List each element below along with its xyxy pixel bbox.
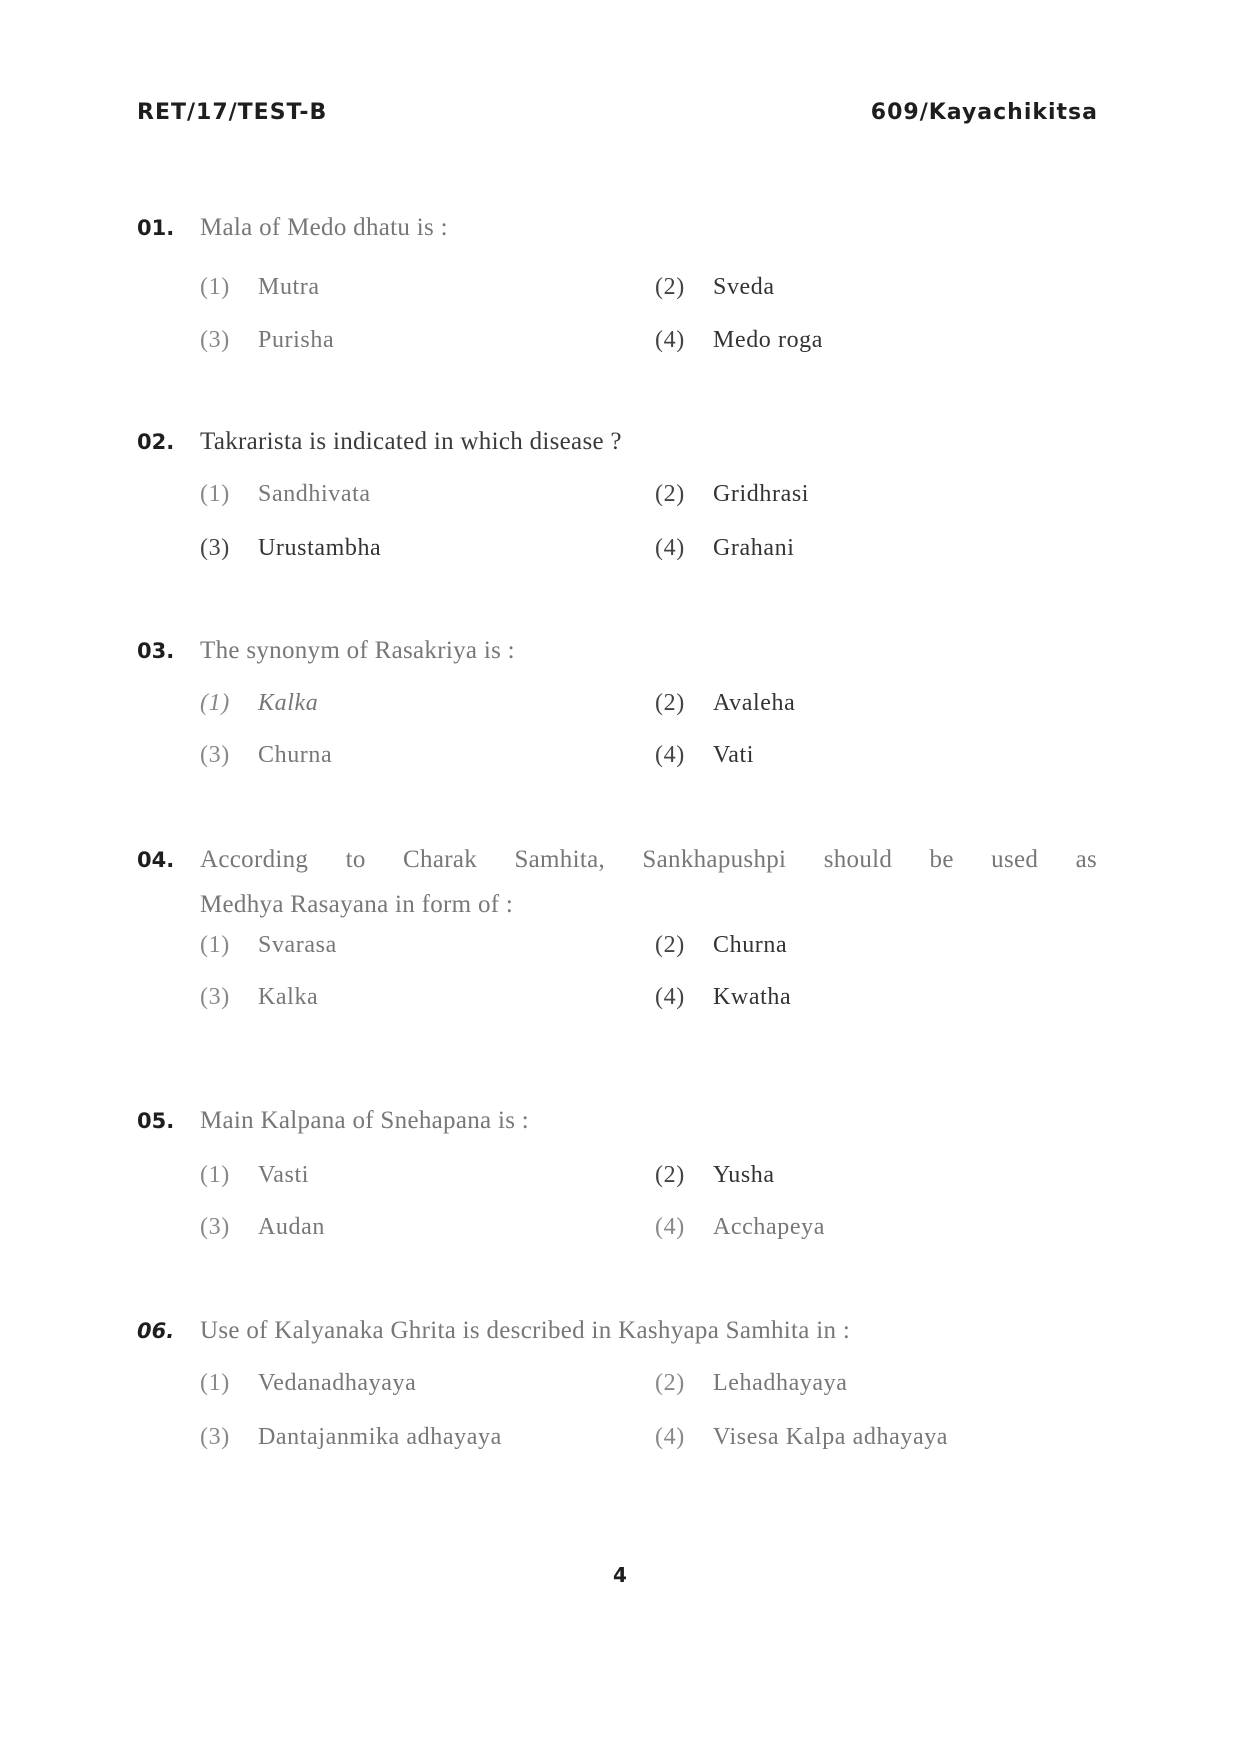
option-number: (1) [200, 274, 230, 300]
option-label: Churna [713, 932, 788, 958]
option-4 [655, 325, 823, 355]
option-2 [655, 930, 787, 960]
option-label: Purisha [258, 327, 335, 353]
option-1 [200, 930, 337, 960]
option-number: (3) [200, 1424, 230, 1450]
question-01 [137, 213, 1097, 363]
option-number: (2) [655, 932, 685, 958]
option-number: (2) [655, 690, 685, 716]
option-4 [655, 533, 795, 563]
option-2 [655, 479, 809, 509]
option-number: (2) [655, 1370, 685, 1396]
question-number: 02. [137, 430, 175, 454]
question-06 [137, 1316, 1097, 1466]
option-number: (2) [655, 1162, 685, 1188]
option-3 [200, 740, 332, 770]
option-number: (1) [200, 932, 230, 958]
option-label: Kalka [258, 984, 319, 1010]
option-number: (2) [655, 481, 685, 507]
option-number: (1) [200, 1370, 230, 1396]
subject-code: 609/Kayachikitsa [870, 100, 1098, 125]
option-number: (3) [200, 535, 230, 561]
option-label: Dantajanmika adhayaya [258, 1424, 502, 1450]
option-3 [200, 1422, 502, 1452]
option-label: Vedanadhayaya [258, 1370, 417, 1396]
option-1 [200, 1368, 416, 1398]
question-03 [137, 636, 1097, 786]
question-05 [137, 1106, 1097, 1256]
option-label: Sveda [713, 274, 775, 300]
question-number: 03. [137, 639, 175, 663]
option-2 [655, 1160, 775, 1190]
option-label: Kalka [258, 690, 319, 716]
question-number: 01. [137, 216, 175, 240]
option-label: Avaleha [713, 690, 796, 716]
option-label: Churna [258, 742, 333, 768]
question-text: The synonym of Rasakriya is : [200, 637, 515, 664]
option-label: Urustambha [258, 535, 382, 561]
option-label: Yusha [713, 1162, 775, 1188]
option-4 [655, 740, 754, 770]
option-number: (4) [655, 984, 685, 1010]
option-number: (4) [655, 535, 685, 561]
question-number: 05. [137, 1109, 175, 1133]
option-label: Vasti [258, 1162, 309, 1188]
option-1 [200, 272, 320, 302]
option-label: Acchapeya [713, 1214, 825, 1240]
option-1 [200, 688, 318, 718]
option-2 [655, 688, 795, 718]
option-3 [200, 1212, 325, 1242]
option-label: Grahani [713, 535, 795, 561]
option-number: (2) [655, 274, 685, 300]
question-text: Mala of Medo dhatu is : [200, 214, 448, 241]
option-number: (1) [200, 1162, 230, 1188]
option-4 [655, 982, 791, 1012]
page-number: 4 [613, 1563, 627, 1587]
question-text: Takrarista is indicated in which disease ? [200, 428, 622, 455]
option-label: Vati [713, 742, 755, 768]
option-number: (1) [200, 690, 230, 716]
option-label: Lehadhayaya [713, 1370, 848, 1396]
option-number: (3) [200, 327, 230, 353]
option-number: (4) [655, 742, 685, 768]
option-label: Gridhrasi [713, 481, 810, 507]
option-3 [200, 533, 381, 563]
question-text: Main Kalpana of Snehapana is : [200, 1107, 530, 1134]
option-label: Audan [258, 1214, 325, 1240]
option-1 [200, 1160, 309, 1190]
option-label: Sandhivata [258, 481, 371, 507]
option-label: Medo roga [713, 327, 824, 353]
question-text: According to Charak Samhita, Sankhapushpi should be used as [200, 846, 1097, 873]
option-label: Svarasa [258, 932, 337, 958]
option-label: Visesa Kalpa adhayaya [713, 1424, 949, 1450]
option-number: (1) [200, 481, 230, 507]
option-number: (3) [200, 984, 230, 1010]
question-text: Use of Kalyanaka Ghrita is described in Kashyapa Samhita in : [200, 1317, 851, 1344]
option-4 [655, 1422, 948, 1452]
question-number: 06. [137, 1319, 175, 1343]
option-2 [655, 272, 775, 302]
question-number: 04. [137, 848, 175, 872]
option-3 [200, 325, 334, 355]
option-number: (4) [655, 1214, 685, 1240]
question-04 [137, 845, 1097, 1040]
option-1 [200, 479, 371, 509]
option-number: (4) [655, 327, 685, 353]
paper-code: RET/17/TEST-B [137, 100, 328, 125]
option-label: Mutra [258, 274, 320, 300]
option-label: Kwatha [713, 984, 792, 1010]
option-4 [655, 1212, 825, 1242]
option-number: (3) [200, 742, 230, 768]
option-3 [200, 982, 318, 1012]
option-number: (3) [200, 1214, 230, 1240]
question-02 [137, 427, 1097, 577]
question-text-continued: Medhya Rasayana in form of : [200, 891, 514, 918]
option-2 [655, 1368, 848, 1398]
option-number: (4) [655, 1424, 685, 1450]
